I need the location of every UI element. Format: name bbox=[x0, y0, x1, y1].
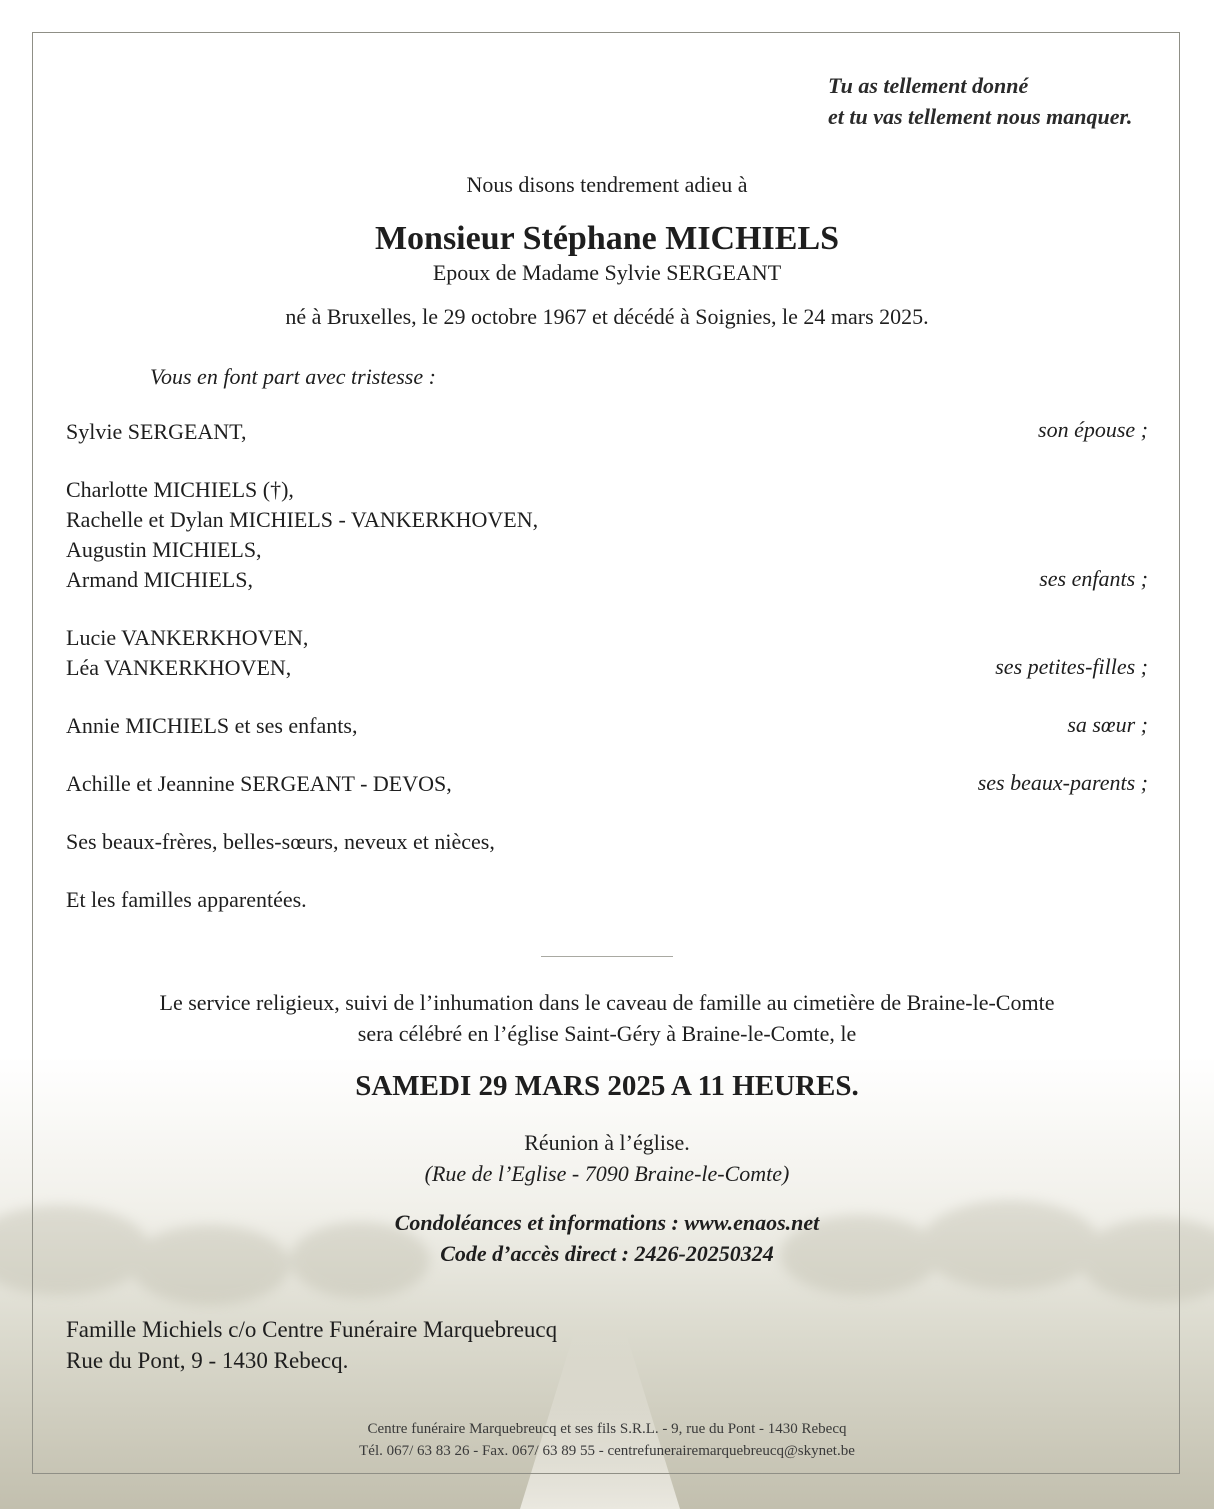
announcement-text: Vous en font part avec tristesse : bbox=[150, 364, 436, 389]
family-member: Et les familles apparentées. bbox=[66, 887, 307, 912]
section-divider bbox=[541, 956, 673, 957]
family-member: Lucie VANKERKHOVEN, bbox=[66, 625, 309, 650]
family-member: Rachelle et Dylan MICHIELS - VANKERKHOVEN, bbox=[66, 507, 539, 532]
spouse-line: Epoux de Madame Sylvie SERGEANT bbox=[432, 260, 782, 285]
family-member: Armand MICHIELS, bbox=[66, 567, 253, 592]
family-member: Léa VANKERKHOVEN, bbox=[66, 655, 292, 680]
family-member: Ses beaux-frères, belles-sœurs, neveux et nièces, bbox=[66, 829, 495, 854]
contact-address-line-2: Rue du Pont, 9 - 1430 Rebecq. bbox=[66, 1348, 349, 1373]
contact-address-line-1: Famille Michiels c/o Centre Funéraire Marquebreucq bbox=[66, 1317, 558, 1342]
footer-line-2: Tél. 067/ 63 83 26 - Fax. 067/ 63 89 55 - centrefunerairemarquebreucq@skynet.be bbox=[359, 1443, 855, 1459]
family-member: Sylvie SERGEANT, bbox=[66, 419, 247, 444]
footer-line-1: Centre funéraire Marquebreucq et ses fils S.R.L. - 9, rue du Pont - 1430 Rebecq bbox=[367, 1421, 847, 1437]
family-member: Achille et Jeannine SERGEANT - DEVOS, bbox=[66, 771, 452, 796]
intro-text: Nous disons tendrement adieu à bbox=[466, 172, 748, 197]
relation-label: son épouse ; bbox=[1038, 417, 1148, 442]
relation-label: ses enfants ; bbox=[1039, 566, 1148, 591]
epigraph-line-1: Tu as tellement donné bbox=[828, 73, 1029, 98]
contact-address bbox=[66, 1314, 557, 1376]
service-date: SAMEDI 29 MARS 2025 A 11 HEURES. bbox=[355, 1070, 859, 1102]
service-line-1: Le service religieux, suivi de l’inhumation dans le caveau de famille au cimetière de Braine-le-Comte bbox=[159, 990, 1055, 1015]
deceased-name: Monsieur Stéphane MICHIELS bbox=[374, 220, 840, 257]
funeral-home-footer bbox=[0, 1418, 1214, 1462]
service-text bbox=[0, 987, 1214, 1049]
relation-label: sa sœur ; bbox=[1067, 712, 1148, 737]
relation-label: ses petites-filles ; bbox=[995, 654, 1148, 679]
family-member: Charlotte MICHIELS (†), bbox=[66, 477, 294, 502]
family-member: Augustin MICHIELS, bbox=[66, 537, 262, 562]
reunion-address: (Rue de l’Eglise - 7090 Braine-le-Comte) bbox=[424, 1161, 790, 1186]
epigraph-line-2: et tu vas tellement nous manquer. bbox=[828, 104, 1133, 129]
condolences-line-1: Condoléances et informations : www.enaos.net bbox=[394, 1210, 820, 1235]
relation-label: ses beaux-parents ; bbox=[977, 770, 1148, 795]
family-member: Annie MICHIELS et ses enfants, bbox=[66, 713, 358, 738]
condolences-line-2: Code d’accès direct : 2426-20250324 bbox=[440, 1241, 774, 1266]
birth-death-line: né à Bruxelles, le 29 octobre 1967 et décédé à Soignies, le 24 mars 2025. bbox=[285, 304, 929, 329]
condolences-block bbox=[0, 1207, 1214, 1269]
reunion-block bbox=[0, 1127, 1214, 1189]
service-line-2: sera célébré en l’église Saint-Géry à Braine-le-Comte, le bbox=[357, 1021, 857, 1046]
reunion-text: Réunion à l’église. bbox=[524, 1130, 690, 1155]
